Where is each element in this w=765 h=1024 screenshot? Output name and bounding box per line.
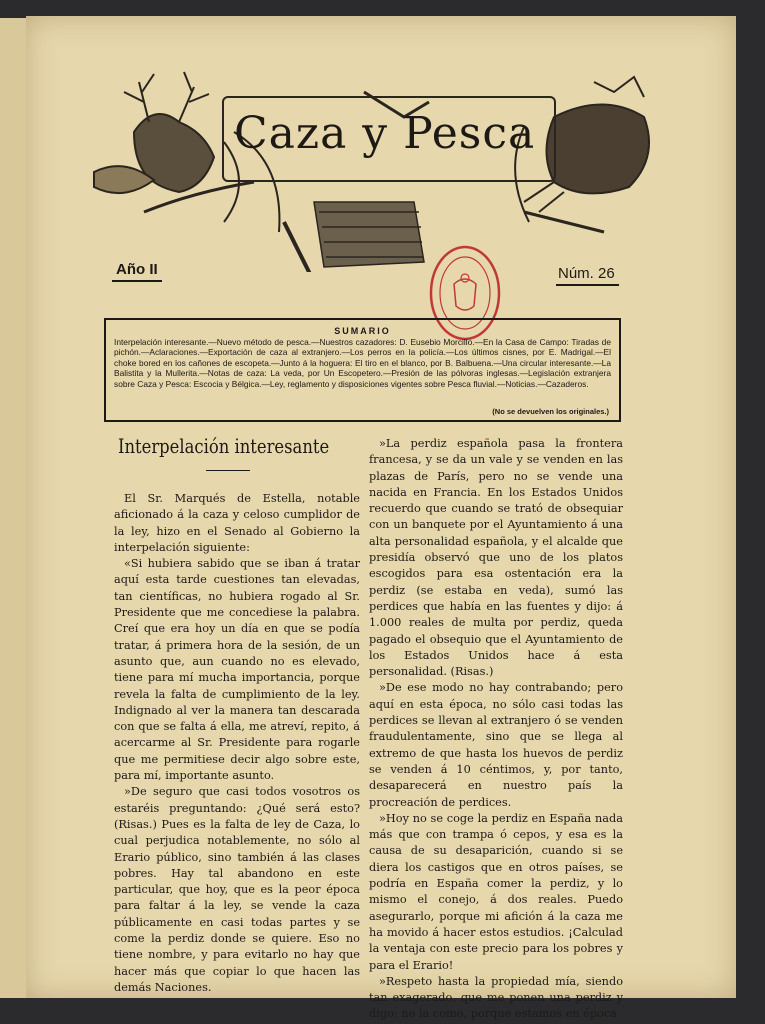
summary-box: [104, 318, 621, 422]
article-column-right: [369, 436, 623, 1023]
paragraph: »De ese modo no hay contrabando; pero aquí en esta época, no sólo casi todas las perdices se llevan al extranjero ó se venden fraudulentamente, sino que se llega al extremo de que hasta los huevos de perdiz se venden á 10 céntimos, y, por tanto, desaparecerá en nuestro país la procreación de perdices.: [369, 681, 623, 809]
paragraph: »Respeto hasta la propiedad mía, siendo tan exagerado, que me ponen una perdiz y digo: no la como, porque estamos en época: [369, 974, 623, 1021]
paragraph: «Si hubiera sabido que se iban á tratar aquí esta tarde cuestiones tan elevadas, tan científicas, no hubiera rogado al Sr. Presidente que me concediese la palabra. Creí que era hoy un día en que se podía tratar, á primera hora de la sesión, de un asunto que, aun cuando no es elevado, tiene para mí mucha importancia, porque revela la falta de cumplimiento de la ley. Indignado al ver la manera tan descarada con que se falta á ella, me atreví, repito, á acercarme al Sr. Presidente para rogarle que me permitiese decir algo sobre este, para mí, importante asunto.: [114, 557, 360, 783]
summary-heading: SUMARIO: [334, 326, 391, 336]
year-label: Año II: [112, 261, 162, 282]
previous-page-edge: [0, 18, 27, 998]
article-headline: Interpelación interesante: [118, 434, 330, 458]
headline-rule: [206, 470, 250, 471]
magazine-page: [26, 16, 736, 1021]
paragraph: »La perdiz española pasa la frontera francesa, y se da un vale y se venden en las plazas de París, pero no se vende una nacida en Francia. En los Estados Unidos recuerdo que cuando se trató de obsequiar con un banquete por el Ayuntamiento á una alta personalidad española, y el alcalde que presidía observó que uno de los platos escogidos para esa ostentación era la perdiz (se estaba en veda), sumó las perdices que había en las fuentes y dijo: á 1.000 reales de multa por perdiz, queda pagado el obsequio que el Ayuntamiento de los Estados Unidos hace á esta personalidad. (Risas.): [369, 437, 623, 679]
summary-text: Interpelación interesante.—Nuevo método de pesca.—Nuestros cazadores: D. Eusebio Morcillo.—En la Casa de Campo: Tiradas de pichón.—Aclaraciones.—Exportación de caza al extranjero.—Los perros en la policía.—Los últimos cisnes, por E. Madrigal.—El choke bored en los cañones de escopeta.—Junto á la hoguera: El tiro en el blanco, por B. Balbuena.—Una circular interesante.—La Balistita y la Mullerita.—Notas de caza: La veda, por Un Escopetero.—Presión de las pólvoras inglesas.—Legislación extranjera sobre Caza y Pesca: Escocia y Bélgica.—Ley, reglamento y disposiciones vigentes sobre Pesca fluvial.—Noticias.—Cazaderos.: [114, 337, 611, 389]
issue-number: Núm. 26: [556, 265, 619, 286]
magazine-title: Caza y Pesca: [234, 108, 536, 159]
paragraph: »Hoy no se coge la perdiz en España nada más que con trampa ó cepos, y esa es la causa de su desaparición, cuando si se diera los castigos que en otros países, se podría en España comer la perdiz, y lo mismo el conejo, á dos reales. Puedo asegurarlo, porque mi afición á la caza me ha movido á hacer estos estudios. ¡Calculad la ventaja con este precio para los pobres y para el Erario!: [369, 811, 623, 972]
paragraph: »De seguro que casi todos vosotros os estaréis preguntando: ¿Qué será esto? (Risas.) Pues es la falta de ley de Caza, lo cual perjudica notablemente, no sólo al Erario público, sino también á las clases pobres. Hay tal abandono en este particular, que hoy, que es la peor época para faltar á la ley, se vende la caza públicamente en casi todas partes y se come la perdiz donde se quiere. Eso no tiene nombre, y para evitarlo no hay que hacer más que copiar lo que hacen las demás Naciones.: [114, 785, 360, 994]
article-column-left: [114, 491, 360, 996]
summary-note: (No se devuelven los originales.): [492, 407, 609, 416]
paragraph: El Sr. Marqués de Estella, notable aficionado á la caza y celoso cumplidor de la ley, hizo en el Senado al Gobierno la interpelación siguiente:: [114, 492, 360, 554]
